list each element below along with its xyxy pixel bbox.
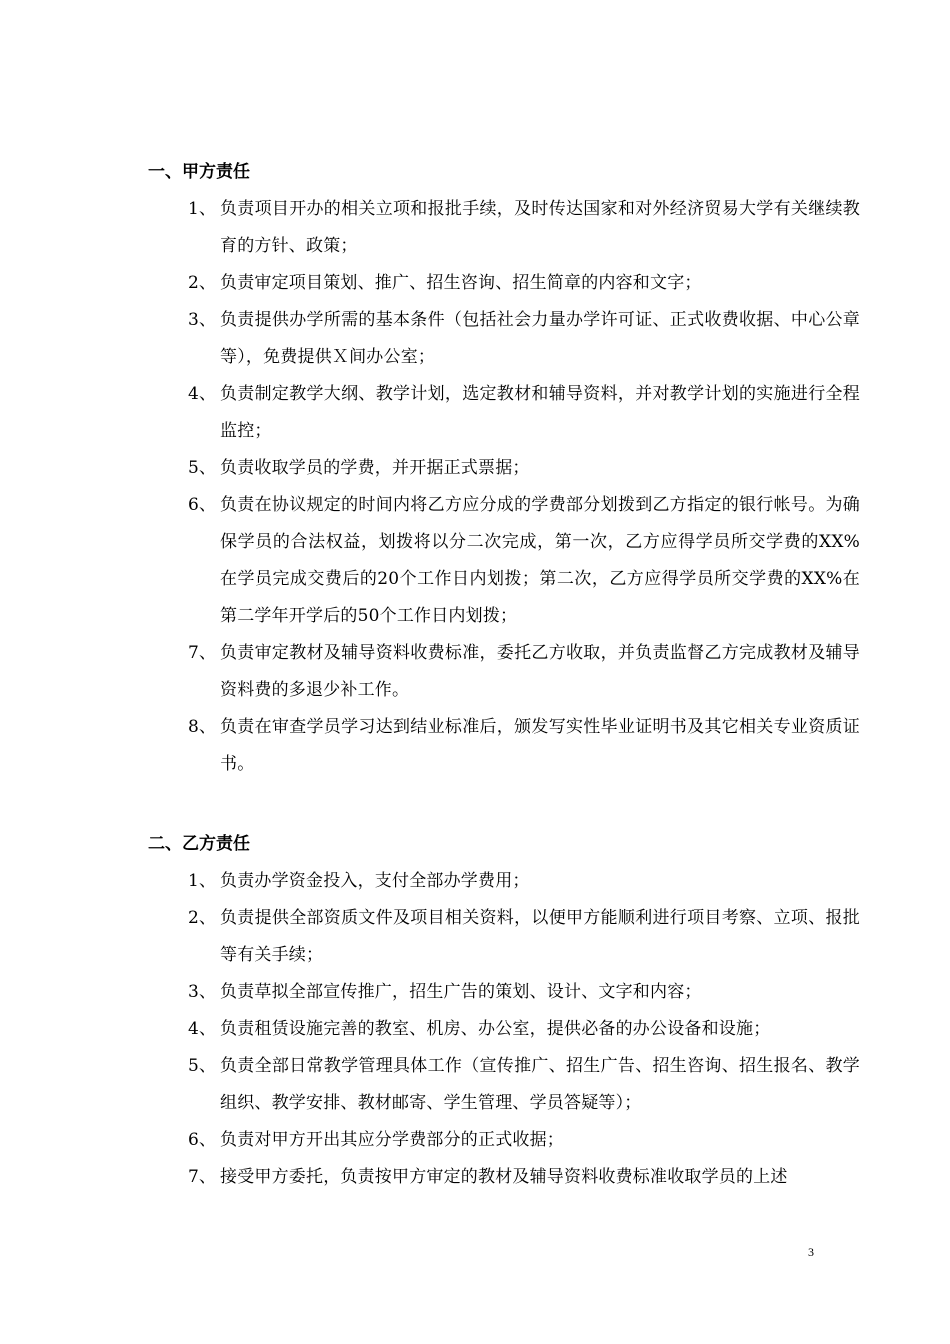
list-item: [148, 376, 860, 450]
list-item: [148, 487, 860, 635]
section-heading: 二、乙方责任: [148, 834, 250, 854]
list-item: [148, 863, 860, 900]
item-number: 2、: [188, 908, 217, 928]
list-item: [148, 1011, 860, 1048]
item-text: 负责制定教学大纲、教学计划，选定教材和辅导资料，并对教学计划的实施进行全程监控；: [220, 384, 860, 441]
item-number: 7、: [188, 643, 217, 663]
item-text: 负责提供办学所需的基本条件（包括社会力量办学许可证、正式收费收据、中心公章等），免费提供Ｘ间办公室；: [220, 310, 860, 367]
item-text: 负责审定项目策划、推广、招生咨询、招生简章的内容和文字；: [220, 273, 702, 293]
list-item: [148, 450, 860, 487]
list-item: [148, 709, 860, 783]
list-item: [148, 635, 860, 709]
item-text: 负责提供全部资质文件及项目相关资料，以便甲方能顺利进行项目考察、立项、报批等有关手续；: [220, 908, 860, 965]
item-text: 负责在协议规定的时间内将乙方应分成的学费部分划拨到乙方指定的银行帐号。为确保学员的合法权益，划拨将以分二次完成，第一次，乙方应得学员所交学费的XX%在学员完成交费后的20个工作日内划拨；第二次，乙方应得学员所交学费的XX%在第二学年开学后的50个工作日内划拨；: [220, 495, 860, 626]
item-number: 6、: [188, 495, 217, 515]
list-item: [148, 191, 860, 265]
item-number: 4、: [188, 384, 217, 404]
item-number: 4、: [188, 1019, 217, 1039]
list-item: [148, 265, 860, 302]
item-number: 3、: [188, 982, 217, 1002]
list-item: [148, 974, 860, 1011]
list-item: [148, 302, 860, 376]
item-text: 负责收取学员的学费，并开据正式票据；: [220, 458, 530, 478]
item-text: 负责全部日常教学管理具体工作（宣传推广、招生广告、招生咨询、招生报名、教学组织、教学安排、教材邮寄、学生管理、学员答疑等）；: [220, 1056, 860, 1113]
item-number: 3、: [188, 310, 217, 330]
section-heading: 一、甲方责任: [148, 162, 250, 182]
item-text: 负责对甲方开出其应分学费部分的正式收据；: [220, 1130, 564, 1150]
item-number: 8、: [188, 717, 217, 737]
item-text: 负责在审查学员学习达到结业标准后，颁发写实性毕业证明书及其它相关专业资质证书。: [220, 717, 860, 774]
item-text: 接受甲方委托，负责按甲方审定的教材及辅导资料收费标准收取学员的上述: [220, 1167, 788, 1187]
item-text: 负责租赁设施完善的教室、机房、办公室，提供必备的办公设备和设施；: [220, 1019, 771, 1039]
item-number: 6、: [188, 1130, 217, 1150]
page-number: 3: [808, 1245, 814, 1259]
list-item: [148, 1159, 860, 1196]
responsibility-list: [148, 863, 860, 1196]
item-number: 5、: [188, 458, 217, 478]
section-party-b-responsibilities: [148, 830, 860, 1196]
item-number: 1、: [188, 199, 217, 219]
responsibility-list: [148, 191, 860, 783]
item-number: 1、: [188, 871, 217, 891]
item-number: 5、: [188, 1056, 217, 1076]
item-text: 负责办学资金投入，支付全部办学费用；: [220, 871, 530, 891]
item-number: 2、: [188, 273, 217, 293]
section-party-a-responsibilities: [148, 158, 860, 783]
list-item: [148, 1048, 860, 1122]
list-item: [148, 1122, 860, 1159]
item-number: 7、: [188, 1167, 217, 1187]
item-text: 负责项目开办的相关立项和报批手续，及时传达国家和对外经济贸易大学有关继续教育的方针、政策；: [220, 199, 860, 256]
item-text: 负责审定教材及辅导资料收费标准，委托乙方收取，并负责监督乙方完成教材及辅导资料费的多退少补工作。: [220, 643, 860, 700]
list-item: [148, 900, 860, 974]
item-text: 负责草拟全部宣传推广，招生广告的策划、设计、文字和内容；: [220, 982, 702, 1002]
